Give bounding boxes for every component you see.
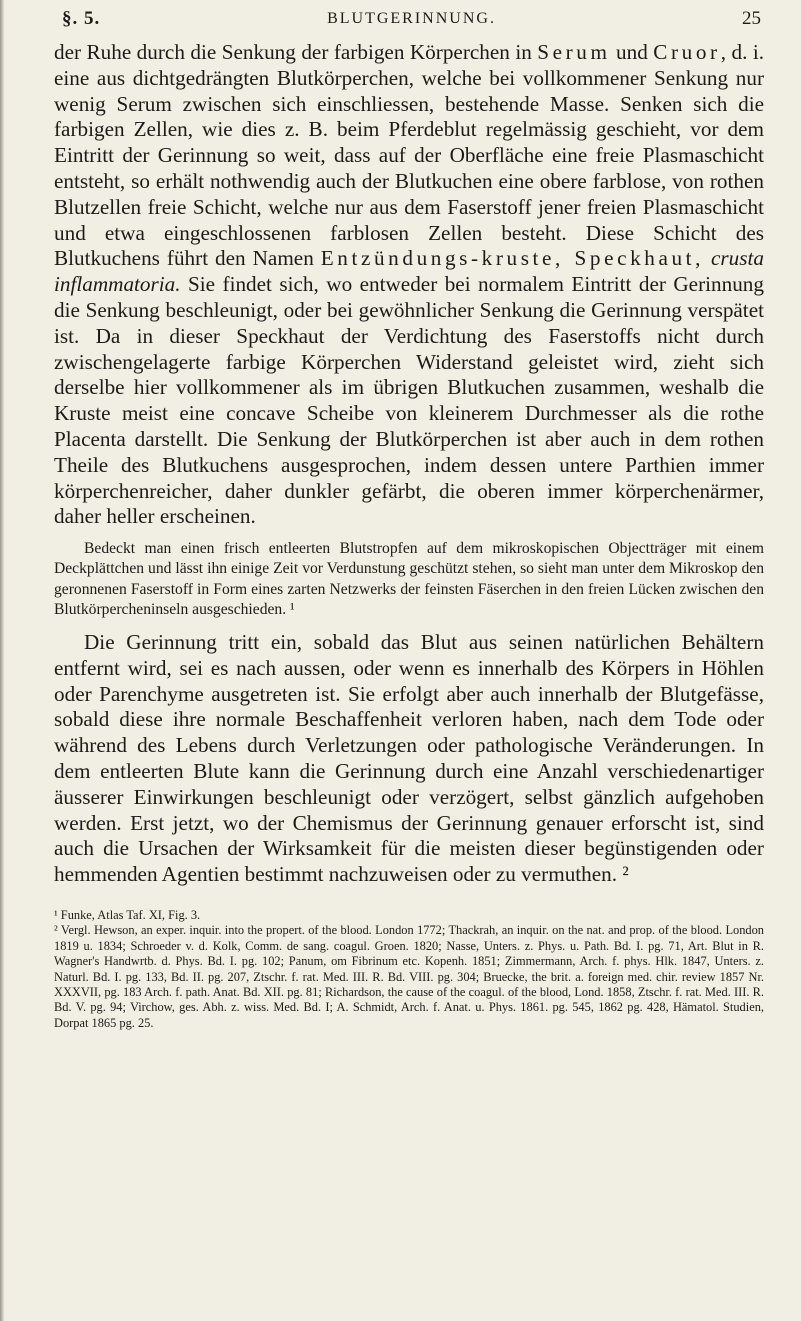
footnote-1: ¹ Funke, Atlas Taf. XI, Fig. 3.	[54, 907, 201, 922]
body-text	[54, 40, 764, 1031]
text-run: der Ruhe durch die Senkung der farbigen Körperchen in	[54, 40, 538, 64]
page-binding-edge	[0, 0, 4, 1321]
running-header	[62, 8, 761, 32]
running-title: BLUTGERINNUNG.	[327, 10, 496, 27]
term-cruor: Cruor	[653, 40, 721, 64]
small-print-paragraph: Bedeckt man einen frisch entleerten Blutstropfen auf dem mikroskopischen Objectträger mit einem Deckplättchen und lässt ihn einige Zeit vor Verdunstung geschützt stehen, so sieht man unter dem Mikroskop den geronnenen Faserstoff in Form eines zarten Netzwerks der feinsten Fäserchen in den freien Lücken zwischen den Blutkörpercheninseln ausgeschieden. ¹	[54, 540, 764, 618]
paragraph-blood-coagulation	[54, 40, 764, 530]
paragraph-gerinnung: Die Gerinnung tritt ein, sobald das Blut aus seinen natürlichen Behältern entfernt wird, sei es nach aussen, oder wenn es innerhalb des Körpers in Höhlen oder Parenchyme ausgetreten ist. Sie erfolgt aber auch innerhalb der Blutgefässe, sobald diese ihre normale Beschaffenheit verloren haben, nach dem Tode oder während des Lebens durch Verletzungen oder pathologische Veränderungen. In dem entleerten Blute kann die Gerinnung durch eine Anzahl verschiedenartiger äusserer Einwirkungen beschleunigt oder verzögert, selbst gänzlich aufgehoben werden. Erst jetzt, wo der Chemismus der Gerinnung genauer erforscht ist, sind auch die Ursachen der Wirksamkeit für die meisten dieser begünstigenden oder hemmenden Agentien bestimmt nachzuweisen oder zu vermuthen. ²	[54, 629, 764, 887]
term-speckhaut: Entzündungs-kruste, Speckhaut,	[320, 246, 705, 271]
page-number: 25	[742, 8, 761, 29]
footnotes	[54, 908, 764, 1031]
text-run: und	[610, 40, 654, 64]
text-run	[704, 246, 711, 270]
footnote-2: ² Vergl. Hewson, an exper. inquir. into the propert. of the blood. London 1772; Thackrah, an inquir. on the nat. and prop. of the blood. London 1819 u. 1834; Schroeder v. d. Kolk, Comm. de sang. coagul. Groen. 1820; Nasse, Unters. z. Phys. u. Path. Bd. I. pg. 71, Art. Blut in R. Wagner's Handwrtb. d. Phys. Bd. I. pg. 102; Panum, om Fibrinum etc. Kopenh. 1851; Zimmermann, Arch. f. phys. Hlk. 1847, Unters. z. Naturl. Bd. I. pg. 133, Bd. II. pg. 207, Ztschr. f. rat. Med. III. R. Bd. VIII. pg. 304; Bruecke, the brit. a. foreign med. chir. review 1857 Nr. XXXVII, pg. 183 Arch. f. path. Anat. Bd. XII. pg. 81; Richardson, the cause of the coagul. of the blood, Lond. 1858, Ztschr. f. rat. Med. III. R. Bd. V. pg. 94; Virchow, ges. Abh. z. wiss. Med. Bd. I; A. Schmidt, Arch. f. Anat. u. Phys. 1861. pg. 545, 1862 pg. 428, Hämatol. Studien, Dorpat 1865 pg. 25.	[54, 923, 764, 1030]
text-run: , d. i. eine aus dichtgedrängten Blutkörperchen, welche bei vollkommener Senkung nur wenig Serum zwischen sich einschliessen, bestehende Masse. Senken sich die farbigen Zellen, wie dies z. B. beim Pferdeblut regelmässig geschieht, vor dem Eintritt der Gerinnung so weit, dass auf der Oberfläche eine freie Plasmaschicht entsteht, so erhält nothwendig auch der Blutkuchen eine obere farblose, von rothen Blutzellen freie Schicht, welche nur aus dem Faserstoff jener freien Plasmaschicht und etwa eingeschlossenen farblosen Zellen besteht. Diese Schicht des Blutkuchens führt den Namen	[54, 40, 764, 271]
text-run: Sie findet sich, wo entweder bei normalem Eintritt der Gerinnung die Senkung beschleunigt, oder bei gewöhnlicher Senkung die Gerinnung verspätet ist. Da in dieser Speckhaut der Verdichtung des Faserstoffs nicht durch zwischengelagerte farbige Körperchen Widerstand geleistet wird, zieht sich derselbe hier vollkommener als im übrigen Blutkuchen zusammen, weshalb die Kruste meist eine concave Scheibe von kleinerem Durchmesser als die rothe Placenta darstellt. Die Senkung der Blutkörperchen ist aber auch in dem rothen Theile des Blutkuchens ausgesprochen, indem dessen untere Parthien immer körperchenreicher, daher dunkler gefärbt, die oberen immer körperchenärmer, daher heller erscheinen.	[54, 272, 764, 529]
section-number: §. 5.	[62, 8, 101, 29]
term-serum: Serum	[537, 40, 611, 64]
term-crusta-inflammatoria: crusta inflammatoria.	[54, 246, 764, 297]
